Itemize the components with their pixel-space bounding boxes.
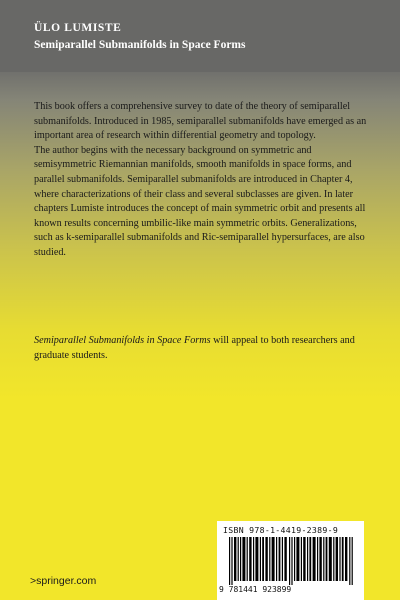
closing-book-title: Semiparallel Submanifolds in Space Forms <box>34 335 211 346</box>
isbn-text: ISBN 978-1-4419-2389-9 <box>223 525 339 535</box>
header-band <box>0 0 400 72</box>
book-title: Semiparallel Submanifolds in Space Forms <box>34 39 246 51</box>
description-paragraph-2: The author begins with the necessary background on symmetric and semisymmetric Riemannian manifolds, smooth manifolds in space forms, and parallel submanifolds. Semiparallel submanifolds are introduced in Chapter 4, where characterizations of their class and several subclasses are given. In later chapters Lumiste introduces the concept of main symmetric orbit and presents all known results concerning umbilic-like main symmetric orbits. Generalizations, such as k-semiparallel submanifolds and Ric-semiparallel hypersurfaces, are also studied. <box>34 144 366 258</box>
closing-statement <box>34 334 374 363</box>
author-name: ÜLO LUMISTE <box>34 22 122 34</box>
publisher-url: >springer.com <box>30 575 97 587</box>
description-paragraph-1: This book offers a comprehensive survey to date of the theory of semiparallel submanifolds. Introduced in 1985, semiparallel submanifolds have emerged as an important area of research within differential geometry and topology. <box>34 101 367 142</box>
barcode-digits: 9 781441 923899 <box>219 585 292 594</box>
barcode-image <box>229 537 353 585</box>
closing-text: will appeal to both researchers and graduate students. <box>34 335 355 361</box>
description-block <box>34 100 374 261</box>
barcode-label <box>217 521 364 600</box>
